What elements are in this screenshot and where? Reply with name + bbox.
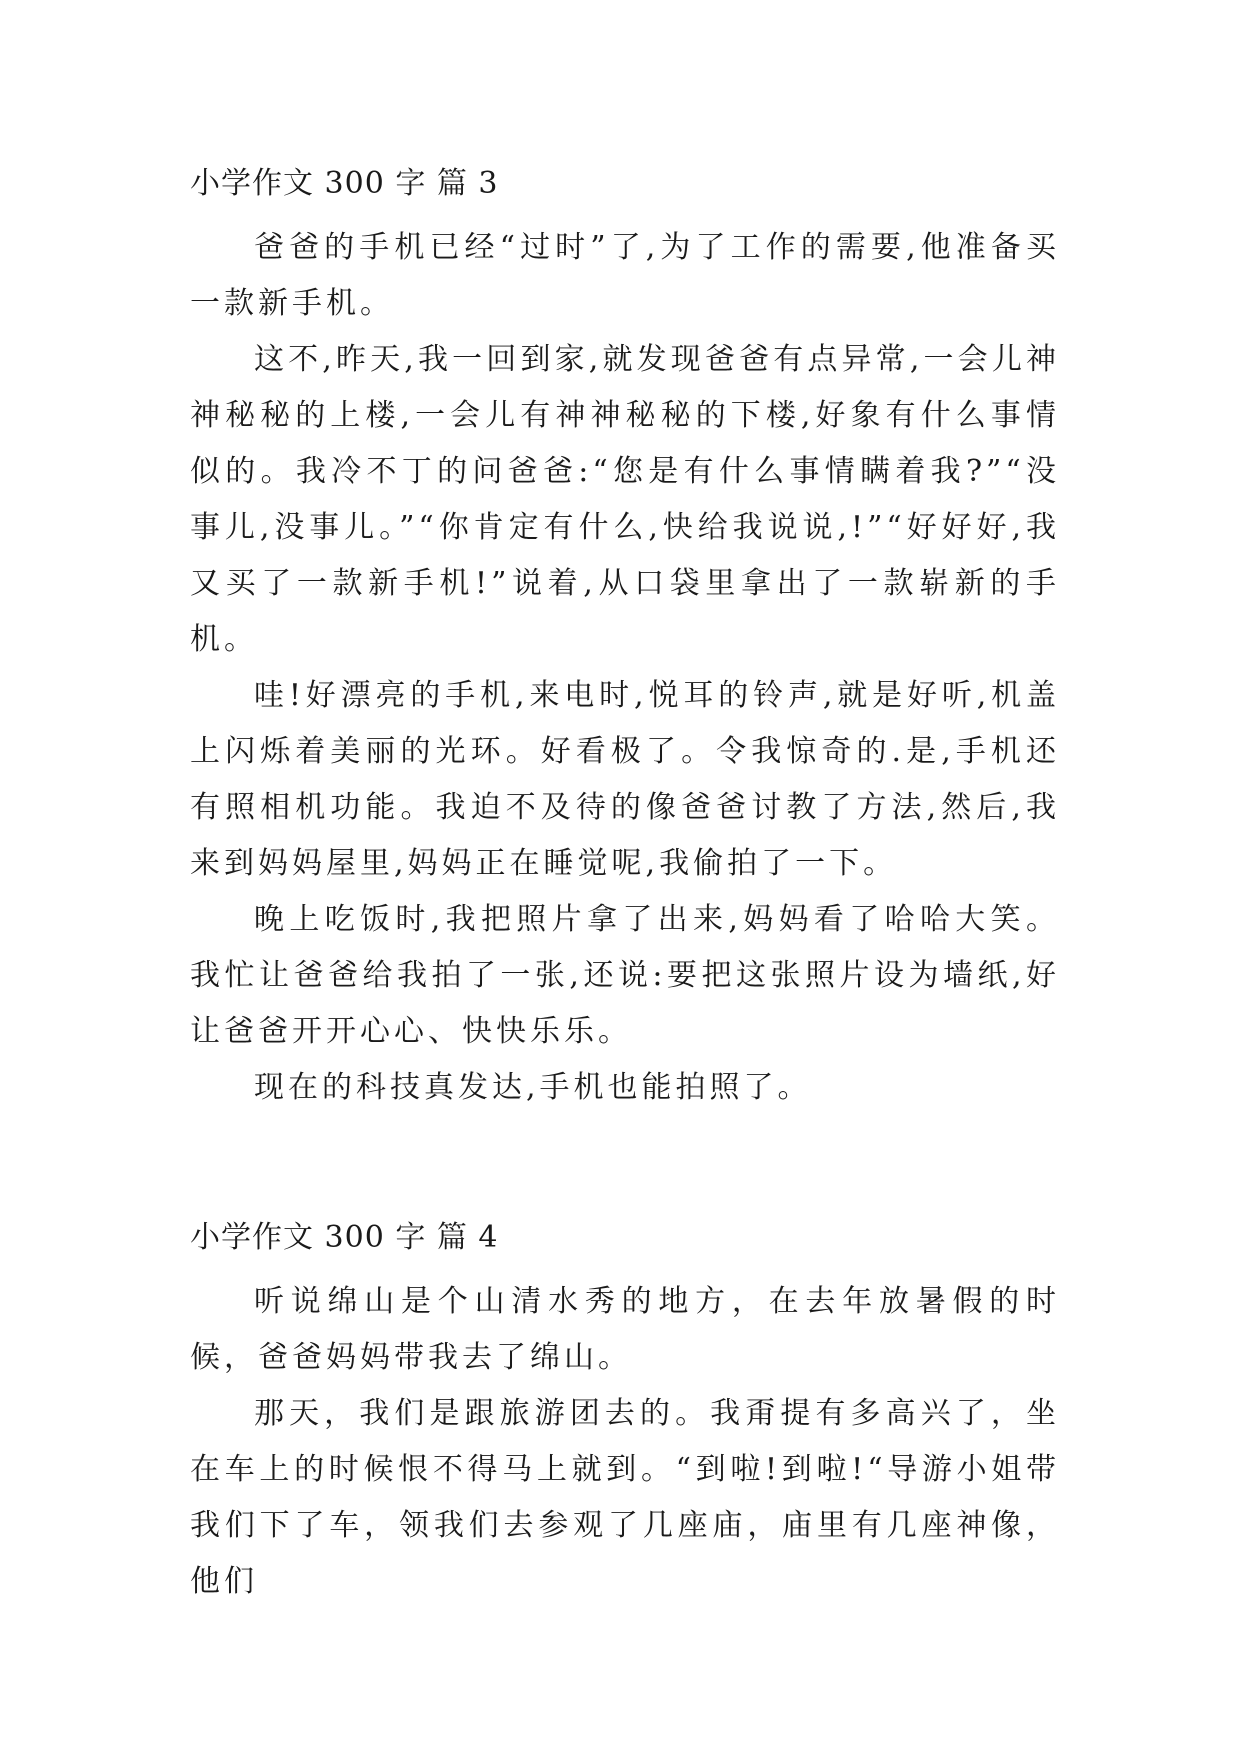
paragraph: 晚上吃饭时,我把照片拿了出来,妈妈看了哈哈大笑。我忙让爸爸给我拍了一张,还说:要把这张照片设为墙纸,好让爸爸开开心心、快快乐乐。 xyxy=(190,902,1060,1049)
essay-section-3 xyxy=(190,164,1060,1116)
paragraph: 现在的科技真发达,手机也能拍照了。 xyxy=(254,1070,812,1105)
section-heading: 小学作文 300 字 篇 4 xyxy=(190,1220,499,1255)
paragraph: 这不,昨天,我一回到家,就发现爸爸有点异常,一会儿神神秘秘的上楼,一会儿有神神秘秘的下楼,好象有什么事情似的。我冷不丁的问爸爸:“您是有什么事情瞒着我?”“没事儿,没事儿。”“你肯定有什么,快给我说说,!”“好好好,我又买了一款新手机!”说着,从口袋里拿出了一款崭新的手机。 xyxy=(190,342,1060,657)
paragraph: 听说绵山是个山清水秀的地方，在去年放暑假的时候，爸爸妈妈带我去了绵山。 xyxy=(190,1284,1060,1375)
section-heading: 小学作文 300 字 篇 3 xyxy=(190,166,499,201)
paragraph: 哇!好漂亮的手机,来电时,悦耳的铃声,就是好听,机盖上闪烁着美丽的光环。好看极了。令我惊奇的.是,手机还有照相机功能。我迫不及待的像爸爸讨教了方法,然后,我来到妈妈屋里,妈妈正在睡觉呢,我偷拍了一下。 xyxy=(190,678,1060,881)
paragraph: 那天，我们是跟旅游团去的。我甭提有多高兴了，坐在车上的时候恨不得马上就到。“到啦!到啦!“导游小姐带我们下了车，领我们去参观了几座庙，庙里有几座神像，他们 xyxy=(190,1396,1060,1599)
essay-section-4 xyxy=(190,1218,1060,1610)
paragraph: 爸爸的手机已经“过时”了,为了工作的需要,他准备买一款新手机。 xyxy=(190,230,1060,321)
